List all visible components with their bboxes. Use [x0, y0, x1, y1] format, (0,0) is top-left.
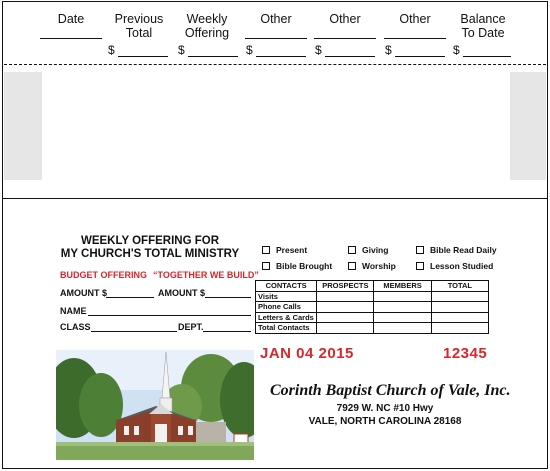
checkbox-lesson-studied[interactable] — [416, 261, 493, 271]
col-other1-line — [256, 56, 306, 57]
right-shade — [510, 72, 546, 180]
cell[interactable] — [317, 323, 374, 334]
header-members: MEMBERS — [374, 281, 431, 292]
col-date-label: Date — [57, 12, 85, 26]
name-line — [88, 315, 251, 316]
church-address-line1: 7929 W. NC #10 Hwy — [336, 403, 434, 414]
cell[interactable] — [374, 302, 431, 313]
cell[interactable] — [431, 312, 488, 323]
col-weekly-offering-line — [188, 56, 238, 57]
checkbox-square — [416, 262, 424, 270]
col-other3-label: Other — [399, 12, 431, 26]
col-weekly-offering-dollar: $ — [178, 43, 185, 57]
header-total: TOTAL — [431, 281, 488, 292]
header-contacts: CONTACTS — [256, 281, 317, 292]
dept-label: DEPT. — [178, 322, 204, 332]
col-date-line — [40, 38, 102, 39]
col-other1-topline — [245, 38, 307, 39]
cell[interactable] — [317, 291, 374, 302]
offering-date: JAN 04 2015 — [260, 345, 354, 362]
church-photo — [56, 350, 254, 460]
checkbox-giving[interactable] — [348, 245, 388, 255]
class-line — [91, 331, 177, 332]
dept-line — [203, 331, 251, 332]
checkbox-label: Worship — [362, 261, 396, 271]
checkbox-square — [348, 246, 356, 254]
col-previous-total-dollar: $ — [108, 43, 115, 57]
table-row — [256, 323, 489, 334]
checkbox-worship[interactable] — [348, 261, 396, 271]
col-other3-dollar: $ — [385, 43, 392, 57]
amount2-label: AMOUNT $ — [158, 288, 205, 298]
checkbox-label: Giving — [362, 245, 389, 255]
cell[interactable] — [317, 312, 374, 323]
cell[interactable] — [374, 291, 431, 302]
table-header-row — [256, 281, 489, 292]
table-row — [256, 302, 489, 313]
name-label: NAME — [60, 306, 87, 316]
row-label: Total Contacts — [256, 323, 317, 334]
amount1-line — [106, 297, 154, 298]
col-previous-total-line — [118, 56, 168, 57]
cell[interactable] — [317, 302, 374, 313]
col-previous-total-label: Previous Total — [114, 12, 164, 40]
col-balance-line — [463, 56, 511, 57]
col-other2-dollar: $ — [315, 43, 322, 57]
together-we-build-label: “TOGETHER WE BUILD” — [153, 270, 259, 280]
checkbox-label: Present — [276, 245, 308, 255]
class-label: CLASS — [60, 322, 91, 332]
row-label: Phone Calls — [256, 302, 317, 313]
col-balance-dollar: $ — [453, 43, 460, 57]
col-other1-label: Other — [260, 12, 292, 26]
checkbox-bible-read-daily[interactable] — [416, 245, 497, 255]
checkbox-square — [262, 262, 270, 270]
budget-offering-label: BUDGET OFFERING — [60, 270, 147, 280]
col-other1-dollar: $ — [246, 43, 253, 57]
col-weekly-offering-label: Weekly Offering — [184, 12, 230, 40]
cell[interactable] — [431, 302, 488, 313]
church-address-line2: VALE, NORTH CAROLINA 28168 — [308, 416, 462, 427]
amount2-line — [205, 297, 251, 298]
col-other2-line — [325, 56, 375, 57]
cell[interactable] — [431, 323, 488, 334]
perforation-line — [4, 64, 546, 65]
cell[interactable] — [374, 323, 431, 334]
col-other3-line — [395, 56, 445, 57]
row-label: Letters & Cards — [256, 312, 317, 323]
church-name: Corinth Baptist Church of Vale, Inc. — [270, 382, 511, 399]
col-other3-topline — [384, 38, 446, 39]
cell[interactable] — [431, 291, 488, 302]
col-balance-label: Balance To Date — [460, 12, 506, 40]
checkbox-present[interactable] — [262, 245, 307, 255]
checkbox-square — [416, 246, 424, 254]
flap-line — [2, 198, 548, 199]
left-shade — [4, 72, 42, 180]
offering-title-line2: MY CHURCH'S TOTAL MINISTRY — [60, 248, 240, 260]
church-illustration — [56, 350, 254, 460]
header-prospects: PROSPECTS — [317, 281, 374, 292]
table-row — [256, 291, 489, 302]
checkbox-square — [262, 246, 270, 254]
col-other2-label: Other — [329, 12, 361, 26]
col-other2-topline — [314, 38, 376, 39]
offering-title-line1: WEEKLY OFFERING FOR — [80, 235, 219, 247]
cell[interactable] — [374, 312, 431, 323]
checkbox-label: Lesson Studied — [430, 261, 494, 271]
offering-title — [50, 235, 250, 261]
envelope-number: 12345 — [443, 345, 488, 362]
contacts-table — [255, 280, 489, 334]
checkbox-square — [348, 262, 356, 270]
amount1-label: AMOUNT $ — [60, 288, 107, 298]
checkbox-bible-brought[interactable] — [262, 261, 332, 271]
table-row — [256, 312, 489, 323]
row-label: Visits — [256, 291, 317, 302]
checkbox-label: Bible Read Daily — [430, 245, 497, 255]
checkbox-label: Bible Brought — [276, 261, 333, 271]
